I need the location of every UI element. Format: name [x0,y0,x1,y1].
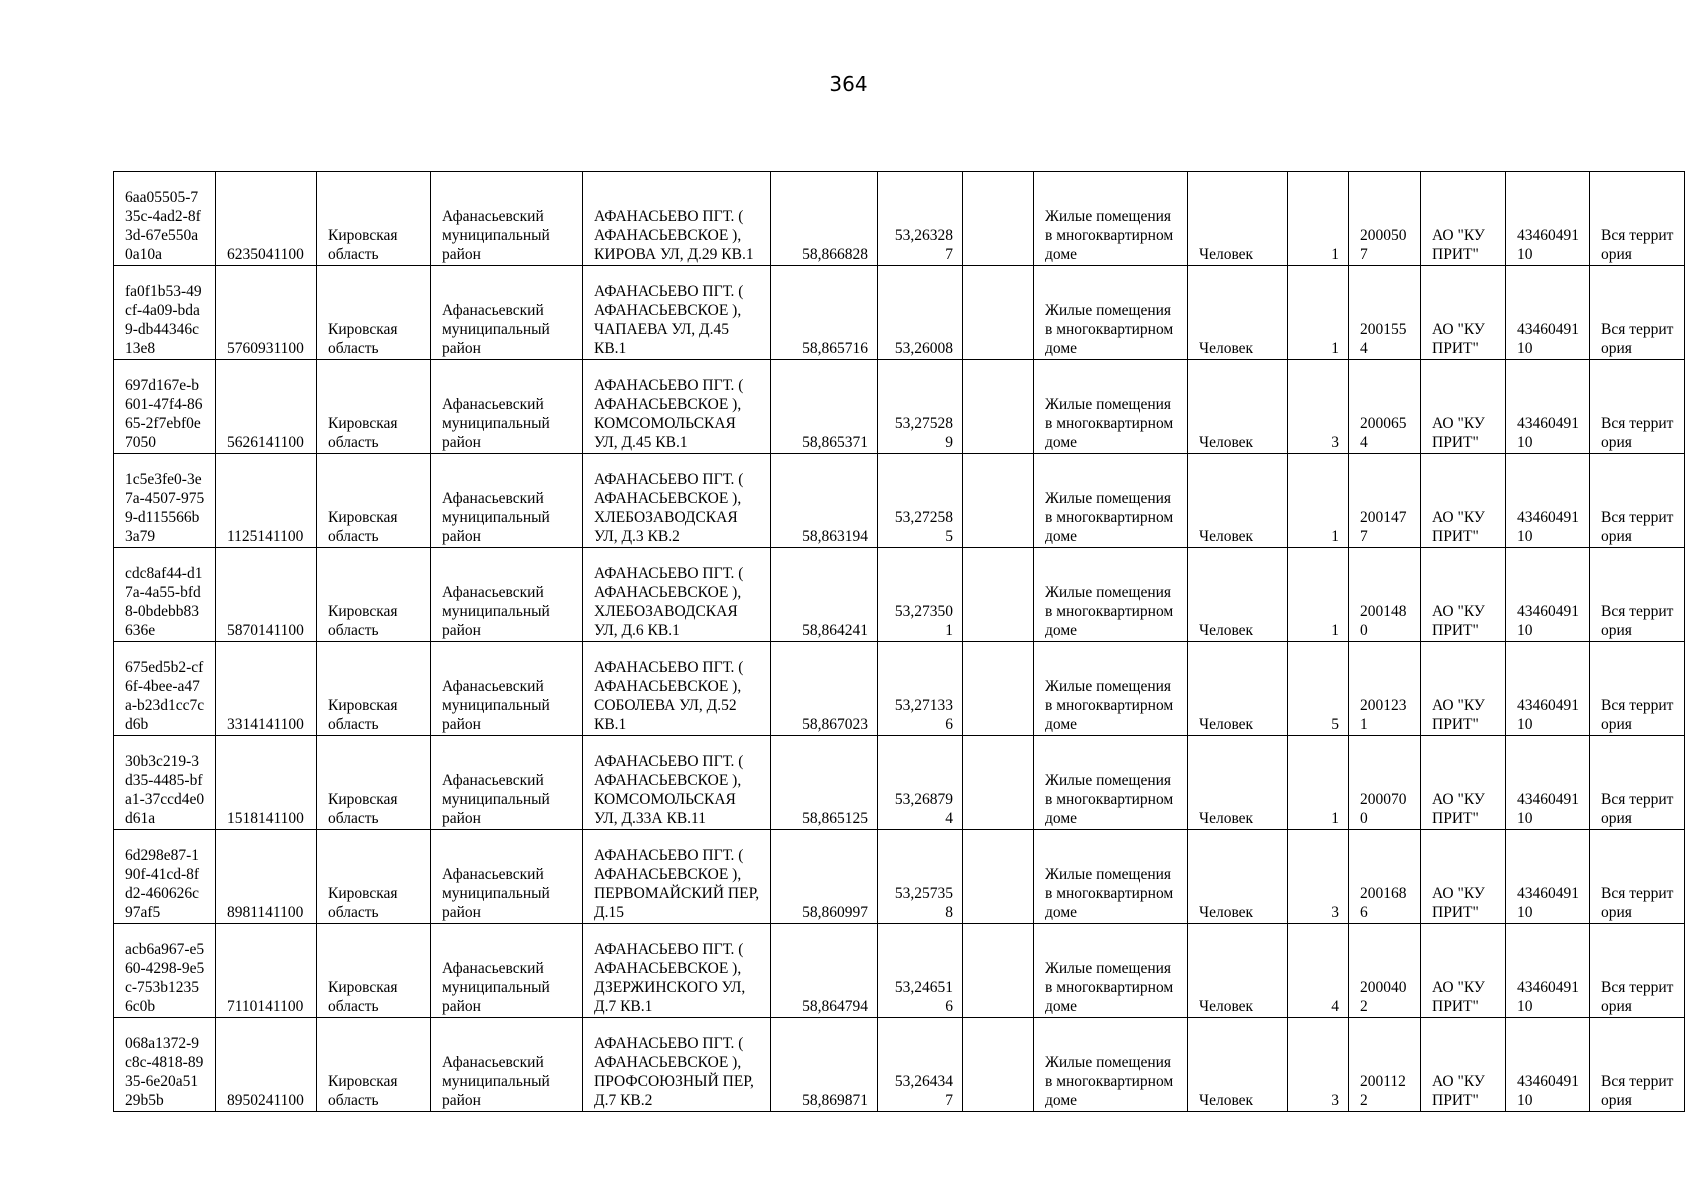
cell-inn: 4346049110 [1506,548,1590,642]
cell-record-id: 697d167e-b601-47f4-8665-2f7ebf0e7050 [114,360,216,454]
cell-record-id: acb6a967-e560-4298-9e5c-753b12356c0b [114,924,216,1018]
cell-inn: 4346049110 [1506,172,1590,266]
table-row [114,736,1685,830]
cell-district: Афанасьевский муниципальный район [431,454,583,548]
cell-unit: Человек [1188,454,1288,548]
cell-premises-type: Жилые помещения в многоквартирном доме [1034,642,1188,736]
cell-longitude: 53,264347 [878,1018,963,1112]
cell-district: Афанасьевский муниципальный район [431,360,583,454]
cell-record-id: 068a1372-9c8c-4818-8935-6e20a5129b5b [114,1018,216,1112]
cell-count: 3 [1288,1018,1349,1112]
cell-premises-type: Жилые помещения в многоквартирном доме [1034,736,1188,830]
cell-inn: 4346049110 [1506,830,1590,924]
cell-code: 1125141100 [216,454,317,548]
cell-premises-type: Жилые помещения в многоквартирном доме [1034,454,1188,548]
cell-address: АФАНАСЬЕВО ПГТ. ( АФАНАСЬЕВСКОЕ ), ПРОФСОЮЗНЫЙ ПЕР, Д.7 КВ.2 [583,1018,771,1112]
cell-district: Афанасьевский муниципальный район [431,548,583,642]
cell-premises-type: Жилые помещения в многоквартирном доме [1034,172,1188,266]
cell-count: 1 [1288,454,1349,548]
cell-count: 1 [1288,736,1349,830]
cell-number: 2001554 [1349,266,1421,360]
cell-count: 3 [1288,830,1349,924]
cell-address: АФАНАСЬЕВО ПГТ. ( АФАНАСЬЕВСКОЕ ), КОМСОМОЛЬСКАЯ УЛ, Д.45 КВ.1 [583,360,771,454]
cell-record-id: 30b3c219-3d35-4485-bfa1-37ccd4e0d61a [114,736,216,830]
cell-code: 6235041100 [216,172,317,266]
cell-organization: АО "КУПРИТ" [1421,172,1506,266]
cell-inn: 4346049110 [1506,454,1590,548]
cell-latitude: 58,863194 [771,454,878,548]
cell-territory: Вся территория [1590,642,1685,736]
cell-empty [963,830,1034,924]
cell-district: Афанасьевский муниципальный район [431,736,583,830]
table-row [114,830,1685,924]
cell-territory: Вся территория [1590,924,1685,1018]
cell-address: АФАНАСЬЕВО ПГТ. ( АФАНАСЬЕВСКОЕ ), КОМСОМОЛЬСКАЯ УЛ, Д.33А КВ.11 [583,736,771,830]
cell-district: Афанасьевский муниципальный район [431,172,583,266]
cell-inn: 4346049110 [1506,736,1590,830]
cell-region: Кировская область [317,642,431,736]
cell-longitude: 53,263287 [878,172,963,266]
cell-address: АФАНАСЬЕВО ПГТ. ( АФАНАСЬЕВСКОЕ ), ХЛЕБОЗАВОДСКАЯ УЛ, Д.6 КВ.1 [583,548,771,642]
cell-longitude: 53,275289 [878,360,963,454]
cell-address: АФАНАСЬЕВО ПГТ. ( АФАНАСЬЕВСКОЕ ), КИРОВА УЛ, Д.29 КВ.1 [583,172,771,266]
cell-latitude: 58,865125 [771,736,878,830]
cell-inn: 4346049110 [1506,642,1590,736]
cell-unit: Человек [1188,548,1288,642]
cell-territory: Вся территория [1590,360,1685,454]
cell-region: Кировская область [317,548,431,642]
cell-record-id: 1c5e3fe0-3e7a-4507-9759-d115566b3a79 [114,454,216,548]
cell-number: 2000700 [1349,736,1421,830]
cell-empty [963,1018,1034,1112]
cell-district: Афанасьевский муниципальный район [431,1018,583,1112]
cell-organization: АО "КУПРИТ" [1421,360,1506,454]
cell-organization: АО "КУПРИТ" [1421,548,1506,642]
cell-premises-type: Жилые помещения в многоквартирном доме [1034,548,1188,642]
cell-empty [963,548,1034,642]
cell-empty [963,924,1034,1018]
table-row [114,924,1685,1018]
cell-empty [963,360,1034,454]
cell-empty [963,266,1034,360]
cell-empty [963,172,1034,266]
cell-unit: Человек [1188,642,1288,736]
cell-unit: Человек [1188,830,1288,924]
cell-region: Кировская область [317,266,431,360]
cell-number: 2000507 [1349,172,1421,266]
cell-code: 5626141100 [216,360,317,454]
cell-territory: Вся территория [1590,172,1685,266]
cell-longitude: 53,273501 [878,548,963,642]
cell-unit: Человек [1188,736,1288,830]
cell-address: АФАНАСЬЕВО ПГТ. ( АФАНАСЬЕВСКОЕ ), ПЕРВОМАЙСКИЙ ПЕР, Д.15 [583,830,771,924]
cell-code: 7110141100 [216,924,317,1018]
cell-address: АФАНАСЬЕВО ПГТ. ( АФАНАСЬЕВСКОЕ ), ХЛЕБОЗАВОДСКАЯ УЛ, Д.3 КВ.2 [583,454,771,548]
cell-inn: 4346049110 [1506,924,1590,1018]
cell-latitude: 58,864794 [771,924,878,1018]
cell-organization: АО "КУПРИТ" [1421,736,1506,830]
cell-code: 5760931100 [216,266,317,360]
cell-unit: Человек [1188,924,1288,1018]
cell-record-id: 675ed5b2-cf6f-4bee-a47a-b23d1cc7cd6b [114,642,216,736]
cell-code: 1518141100 [216,736,317,830]
cell-latitude: 58,864241 [771,548,878,642]
cell-number: 2001686 [1349,830,1421,924]
cell-record-id: 6d298e87-190f-41cd-8fd2-460626c97af5 [114,830,216,924]
cell-latitude: 58,865716 [771,266,878,360]
cell-region: Кировская область [317,830,431,924]
table-row [114,454,1685,548]
table-row [114,266,1685,360]
cell-address: АФАНАСЬЕВО ПГТ. ( АФАНАСЬЕВСКОЕ ), СОБОЛЕВА УЛ, Д.52 КВ.1 [583,642,771,736]
cell-count: 1 [1288,172,1349,266]
cell-organization: АО "КУПРИТ" [1421,830,1506,924]
table-row [114,642,1685,736]
cell-premises-type: Жилые помещения в многоквартирном доме [1034,1018,1188,1112]
cell-region: Кировская область [317,1018,431,1112]
table-row [114,548,1685,642]
cell-premises-type: Жилые помещения в многоквартирном доме [1034,830,1188,924]
cell-unit: Человек [1188,1018,1288,1112]
cell-district: Афанасьевский муниципальный район [431,830,583,924]
cell-number: 2000654 [1349,360,1421,454]
cell-empty [963,736,1034,830]
cell-count: 1 [1288,548,1349,642]
cell-premises-type: Жилые помещения в многоквартирном доме [1034,360,1188,454]
table-row [114,1018,1685,1112]
page-number: 364 [829,72,868,96]
cell-count: 4 [1288,924,1349,1018]
cell-empty [963,642,1034,736]
cell-region: Кировская область [317,736,431,830]
cell-premises-type: Жилые помещения в многоквартирном доме [1034,924,1188,1018]
cell-inn: 4346049110 [1506,1018,1590,1112]
cell-organization: АО "КУПРИТ" [1421,454,1506,548]
cell-latitude: 58,860997 [771,830,878,924]
cell-code: 8950241100 [216,1018,317,1112]
cell-address: АФАНАСЬЕВО ПГТ. ( АФАНАСЬЕВСКОЕ ), ДЗЕРЖИНСКОГО УЛ, Д.7 КВ.1 [583,924,771,1018]
cell-number: 2001122 [1349,1018,1421,1112]
cell-organization: АО "КУПРИТ" [1421,924,1506,1018]
cell-code: 5870141100 [216,548,317,642]
registry-table [113,171,1685,1112]
cell-premises-type: Жилые помещения в многоквартирном доме [1034,266,1188,360]
cell-latitude: 58,866828 [771,172,878,266]
cell-number: 2001231 [1349,642,1421,736]
cell-number: 2000402 [1349,924,1421,1018]
cell-unit: Человек [1188,360,1288,454]
cell-inn: 4346049110 [1506,360,1590,454]
cell-count: 1 [1288,266,1349,360]
cell-unit: Человек [1188,172,1288,266]
cell-record-id: fa0f1b53-49cf-4a09-bda9-db44346c13e8 [114,266,216,360]
cell-number: 2001480 [1349,548,1421,642]
cell-longitude: 53,257358 [878,830,963,924]
cell-longitude: 53,246516 [878,924,963,1018]
cell-latitude: 58,867023 [771,642,878,736]
cell-district: Афанасьевский муниципальный район [431,642,583,736]
cell-latitude: 58,865371 [771,360,878,454]
cell-organization: АО "КУПРИТ" [1421,642,1506,736]
cell-territory: Вся территория [1590,830,1685,924]
cell-longitude: 53,26008 [878,266,963,360]
cell-count: 3 [1288,360,1349,454]
cell-territory: Вся территория [1590,736,1685,830]
cell-count: 5 [1288,642,1349,736]
cell-record-id: 6aa05505-735c-4ad2-8f3d-67e550a0a10a [114,172,216,266]
table-row [114,360,1685,454]
cell-address: АФАНАСЬЕВО ПГТ. ( АФАНАСЬЕВСКОЕ ), ЧАПАЕВА УЛ, Д.45 КВ.1 [583,266,771,360]
cell-region: Кировская область [317,172,431,266]
cell-region: Кировская область [317,454,431,548]
cell-region: Кировская область [317,924,431,1018]
cell-longitude: 53,271336 [878,642,963,736]
cell-empty [963,454,1034,548]
cell-organization: АО "КУПРИТ" [1421,266,1506,360]
cell-territory: Вся территория [1590,548,1685,642]
cell-territory: Вся территория [1590,266,1685,360]
cell-territory: Вся территория [1590,1018,1685,1112]
cell-longitude: 53,268794 [878,736,963,830]
cell-organization: АО "КУПРИТ" [1421,1018,1506,1112]
cell-record-id: cdc8af44-d17a-4a55-bfd8-0bdebb83636e [114,548,216,642]
cell-unit: Человек [1188,266,1288,360]
cell-district: Афанасьевский муниципальный район [431,266,583,360]
cell-number: 2001477 [1349,454,1421,548]
cell-territory: Вся территория [1590,454,1685,548]
table-row [114,172,1685,266]
cell-inn: 4346049110 [1506,266,1590,360]
cell-code: 8981141100 [216,830,317,924]
cell-region: Кировская область [317,360,431,454]
cell-district: Афанасьевский муниципальный район [431,924,583,1018]
cell-code: 3314141100 [216,642,317,736]
cell-longitude: 53,272585 [878,454,963,548]
cell-latitude: 58,869871 [771,1018,878,1112]
